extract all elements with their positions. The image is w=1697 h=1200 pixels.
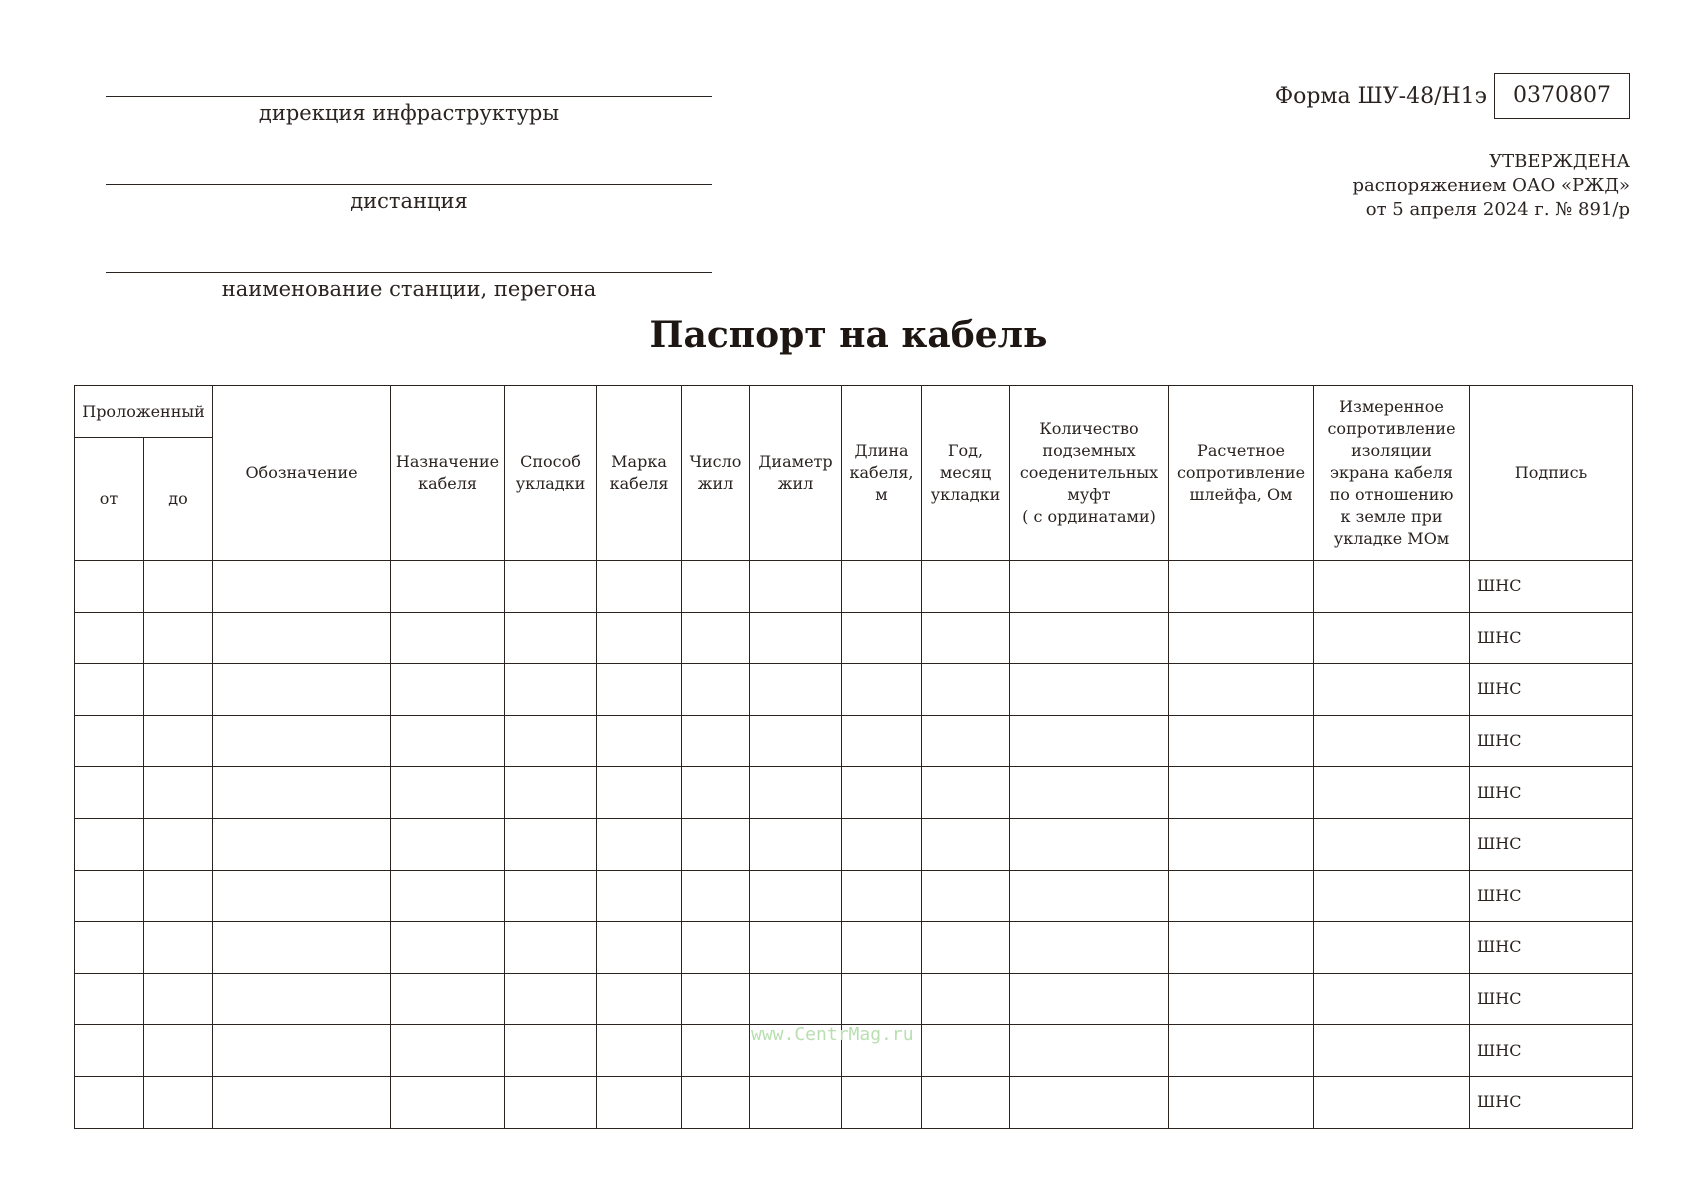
form-number-box: 0370807 xyxy=(1494,73,1630,119)
table-cell[interactable] xyxy=(391,561,505,613)
table-cell[interactable] xyxy=(1010,973,1169,1025)
signature-cell[interactable]: ШНС xyxy=(1470,715,1633,767)
table-cell[interactable] xyxy=(75,1076,144,1128)
table-cell[interactable] xyxy=(505,870,597,922)
table-cell[interactable] xyxy=(842,973,922,1025)
table-cell[interactable] xyxy=(1169,561,1314,613)
table-cell[interactable] xyxy=(144,818,213,870)
table-row xyxy=(75,922,1633,974)
table-cell[interactable] xyxy=(597,922,682,974)
col-from: от xyxy=(75,438,144,561)
table-cell[interactable] xyxy=(75,973,144,1025)
table-cell[interactable] xyxy=(1010,922,1169,974)
table-cell[interactable] xyxy=(213,818,391,870)
table-cell[interactable] xyxy=(505,561,597,613)
table-cell[interactable] xyxy=(144,561,213,613)
table-cell[interactable] xyxy=(213,922,391,974)
table-cell[interactable] xyxy=(1314,664,1470,716)
table-cell[interactable] xyxy=(1314,767,1470,819)
table-cell[interactable] xyxy=(922,767,1010,819)
table-cell[interactable] xyxy=(1010,664,1169,716)
table-cell[interactable] xyxy=(505,715,597,767)
table-row xyxy=(75,561,1633,613)
table-cell[interactable] xyxy=(1314,870,1470,922)
table-cell[interactable] xyxy=(750,870,842,922)
signature-cell[interactable]: ШНС xyxy=(1470,561,1633,613)
table-cell[interactable] xyxy=(922,561,1010,613)
signature-cell[interactable]: ШНС xyxy=(1470,767,1633,819)
table-cell[interactable] xyxy=(1010,870,1169,922)
table-cell[interactable] xyxy=(1169,973,1314,1025)
table-cell[interactable] xyxy=(391,1025,505,1077)
table-cell[interactable] xyxy=(597,715,682,767)
table-cell[interactable] xyxy=(391,664,505,716)
table-cell[interactable] xyxy=(842,870,922,922)
table-cell[interactable] xyxy=(144,1025,213,1077)
table-cell[interactable] xyxy=(750,612,842,664)
table-cell[interactable] xyxy=(750,561,842,613)
table-cell[interactable] xyxy=(597,664,682,716)
table-cell[interactable] xyxy=(213,973,391,1025)
table-cell[interactable] xyxy=(682,767,750,819)
table-cell[interactable] xyxy=(597,818,682,870)
signature-cell[interactable]: ШНС xyxy=(1470,1025,1633,1077)
table-cell[interactable] xyxy=(1169,1025,1314,1077)
table-cell[interactable] xyxy=(1010,1025,1169,1077)
table-cell[interactable] xyxy=(1169,922,1314,974)
distance-line[interactable] xyxy=(106,184,712,185)
table-cell[interactable] xyxy=(1169,818,1314,870)
table-cell[interactable] xyxy=(505,973,597,1025)
table-cell[interactable] xyxy=(75,612,144,664)
table-cell[interactable] xyxy=(1314,1025,1470,1077)
table-cell[interactable] xyxy=(750,973,842,1025)
table-cell[interactable] xyxy=(144,715,213,767)
table-cell[interactable] xyxy=(391,612,505,664)
table-cell[interactable] xyxy=(597,973,682,1025)
table-cell[interactable] xyxy=(682,818,750,870)
table-cell[interactable] xyxy=(750,715,842,767)
table-cell[interactable] xyxy=(391,973,505,1025)
table-cell[interactable] xyxy=(1314,561,1470,613)
signature-cell[interactable]: ШНС xyxy=(1470,973,1633,1025)
col-loop-resistance: Расчетное сопротивление шлейфа, Ом xyxy=(1169,386,1314,561)
table-cell[interactable] xyxy=(1169,664,1314,716)
table-cell[interactable] xyxy=(842,561,922,613)
table-cell[interactable] xyxy=(391,818,505,870)
table-cell[interactable] xyxy=(144,664,213,716)
form-label: Форма ШУ-48/Н1э xyxy=(1274,84,1487,109)
table-cell[interactable] xyxy=(1314,973,1470,1025)
table-cell[interactable] xyxy=(75,767,144,819)
table-cell[interactable] xyxy=(505,1025,597,1077)
table-cell[interactable] xyxy=(505,1076,597,1128)
table-cell[interactable] xyxy=(922,612,1010,664)
table-row xyxy=(75,715,1633,767)
signature-cell[interactable]: ШНС xyxy=(1470,1076,1633,1128)
col-laying-method: Способ укладки xyxy=(505,386,597,561)
signature-cell[interactable]: ШНС xyxy=(1470,664,1633,716)
signature-cell[interactable]: ШНС xyxy=(1470,612,1633,664)
table-cell[interactable] xyxy=(842,612,922,664)
table-cell[interactable] xyxy=(1314,818,1470,870)
table-cell[interactable] xyxy=(75,1025,144,1077)
table-cell[interactable] xyxy=(682,922,750,974)
table-row xyxy=(75,870,1633,922)
directorate-line[interactable] xyxy=(106,96,712,97)
table-cell[interactable] xyxy=(144,870,213,922)
table-cell[interactable] xyxy=(842,715,922,767)
table-cell[interactable] xyxy=(750,1076,842,1128)
page-title: Паспорт на кабель xyxy=(649,314,1048,356)
table-cell[interactable] xyxy=(750,818,842,870)
table-row xyxy=(75,664,1633,716)
table-cell[interactable] xyxy=(597,767,682,819)
signature-cell[interactable]: ШНС xyxy=(1470,818,1633,870)
table-cell[interactable] xyxy=(213,1076,391,1128)
table-row xyxy=(75,973,1633,1025)
table-cell[interactable] xyxy=(391,1076,505,1128)
table-cell[interactable] xyxy=(1010,1076,1169,1128)
approval-line-1: УТВЕРЖДЕНА xyxy=(1489,151,1630,172)
table-cell[interactable] xyxy=(597,561,682,613)
col-cable-brand: Марка кабеля xyxy=(597,386,682,561)
table-cell[interactable] xyxy=(391,715,505,767)
approval-line-2: распоряжением ОАО «РЖД» xyxy=(1352,175,1630,196)
col-signature: Подпись xyxy=(1470,386,1633,561)
cable-passport-table xyxy=(74,385,1633,1129)
col-core-count: Число жил xyxy=(682,386,750,561)
table-cell[interactable] xyxy=(144,922,213,974)
table-cell[interactable] xyxy=(682,973,750,1025)
table-cell[interactable] xyxy=(1169,767,1314,819)
table-cell[interactable] xyxy=(842,664,922,716)
table-row xyxy=(75,612,1633,664)
table-cell[interactable] xyxy=(1010,715,1169,767)
table-cell[interactable] xyxy=(922,664,1010,716)
table-cell[interactable] xyxy=(922,922,1010,974)
table-cell[interactable] xyxy=(505,818,597,870)
distance-caption: дистанция xyxy=(350,189,468,213)
table-cell[interactable] xyxy=(144,973,213,1025)
table-cell[interactable] xyxy=(597,870,682,922)
table-cell[interactable] xyxy=(391,922,505,974)
col-cable-purpose: Назначение кабеля xyxy=(391,386,505,561)
station-line[interactable] xyxy=(106,272,712,273)
signature-cell[interactable]: ШНС xyxy=(1470,922,1633,974)
table-cell[interactable] xyxy=(391,767,505,819)
table-cell[interactable] xyxy=(144,1076,213,1128)
table-cell[interactable] xyxy=(505,922,597,974)
table-cell[interactable] xyxy=(75,561,144,613)
table-cell[interactable] xyxy=(75,870,144,922)
watermark: www.CentrMag.ru xyxy=(751,1024,914,1045)
laid-group-header: Проложенный xyxy=(75,386,213,438)
table-row xyxy=(75,1076,1633,1128)
table-cell[interactable] xyxy=(75,664,144,716)
table-cell[interactable] xyxy=(1314,922,1470,974)
col-laying-date: Год, месяц укладки xyxy=(922,386,1010,561)
station-caption: наименование станции, перегона xyxy=(221,277,597,301)
table-cell[interactable] xyxy=(597,1025,682,1077)
directorate-caption: дирекция инфраструктуры xyxy=(258,101,560,125)
table-cell[interactable] xyxy=(1314,612,1470,664)
col-to: до xyxy=(144,438,213,561)
table-cell[interactable] xyxy=(1169,715,1314,767)
table-cell[interactable] xyxy=(1169,612,1314,664)
table-cell[interactable] xyxy=(144,767,213,819)
table-cell[interactable] xyxy=(144,612,213,664)
signature-cell[interactable]: ШНС xyxy=(1470,870,1633,922)
table-cell[interactable] xyxy=(1314,1076,1470,1128)
table-cell[interactable] xyxy=(682,612,750,664)
table-cell[interactable] xyxy=(505,664,597,716)
table-cell[interactable] xyxy=(922,973,1010,1025)
table-cell[interactable] xyxy=(213,767,391,819)
table-cell[interactable] xyxy=(682,561,750,613)
table-cell[interactable] xyxy=(213,715,391,767)
table-cell[interactable] xyxy=(750,664,842,716)
table-cell[interactable] xyxy=(750,922,842,974)
table-cell[interactable] xyxy=(505,767,597,819)
table-cell[interactable] xyxy=(922,818,1010,870)
table-cell[interactable] xyxy=(1010,818,1169,870)
table-cell[interactable] xyxy=(213,612,391,664)
table-cell[interactable] xyxy=(682,1025,750,1077)
approval-line-3: от 5 апреля 2024 г. № 891/р xyxy=(1365,199,1630,220)
table-cell[interactable] xyxy=(1010,612,1169,664)
table-cell[interactable] xyxy=(213,664,391,716)
table-cell[interactable] xyxy=(1314,715,1470,767)
table-cell[interactable] xyxy=(213,1025,391,1077)
table-cell[interactable] xyxy=(922,1025,1010,1077)
table-cell[interactable] xyxy=(213,561,391,613)
col-insulation-resistance: Измеренное сопротивление изоляции экрана кабеля по отношению к земле при укладке МОм xyxy=(1314,386,1470,561)
col-cable-length: Длина кабеля, м xyxy=(842,386,922,561)
table-cell[interactable] xyxy=(842,767,922,819)
table-cell[interactable] xyxy=(1010,561,1169,613)
table-cell[interactable] xyxy=(597,1076,682,1128)
table-cell[interactable] xyxy=(1169,1076,1314,1128)
table-cell[interactable] xyxy=(75,922,144,974)
table-row xyxy=(75,818,1633,870)
table-cell[interactable] xyxy=(842,818,922,870)
col-core-diameter: Диаметр жил xyxy=(750,386,842,561)
table-row xyxy=(75,767,1633,819)
table-cell[interactable] xyxy=(682,715,750,767)
table-cell[interactable] xyxy=(682,1076,750,1128)
table-cell[interactable] xyxy=(682,664,750,716)
table-cell[interactable] xyxy=(922,1076,1010,1128)
table-cell[interactable] xyxy=(750,767,842,819)
table-cell[interactable] xyxy=(842,1076,922,1128)
table-cell[interactable] xyxy=(1169,870,1314,922)
approval-block xyxy=(1353,150,1631,222)
table-cell[interactable] xyxy=(842,922,922,974)
table-cell[interactable] xyxy=(75,715,144,767)
col-joint-count: Количество подземных соеденительных муфт ( с ординатами) xyxy=(1010,386,1169,561)
table-cell[interactable] xyxy=(391,870,505,922)
table-cell[interactable] xyxy=(597,612,682,664)
table-cell[interactable] xyxy=(213,870,391,922)
table-cell[interactable] xyxy=(682,870,750,922)
table-cell[interactable] xyxy=(1010,767,1169,819)
col-designation: Обозначение xyxy=(213,386,391,561)
table-cell[interactable] xyxy=(922,870,1010,922)
table-cell[interactable] xyxy=(922,715,1010,767)
table-cell[interactable] xyxy=(75,818,144,870)
table-cell[interactable] xyxy=(505,612,597,664)
